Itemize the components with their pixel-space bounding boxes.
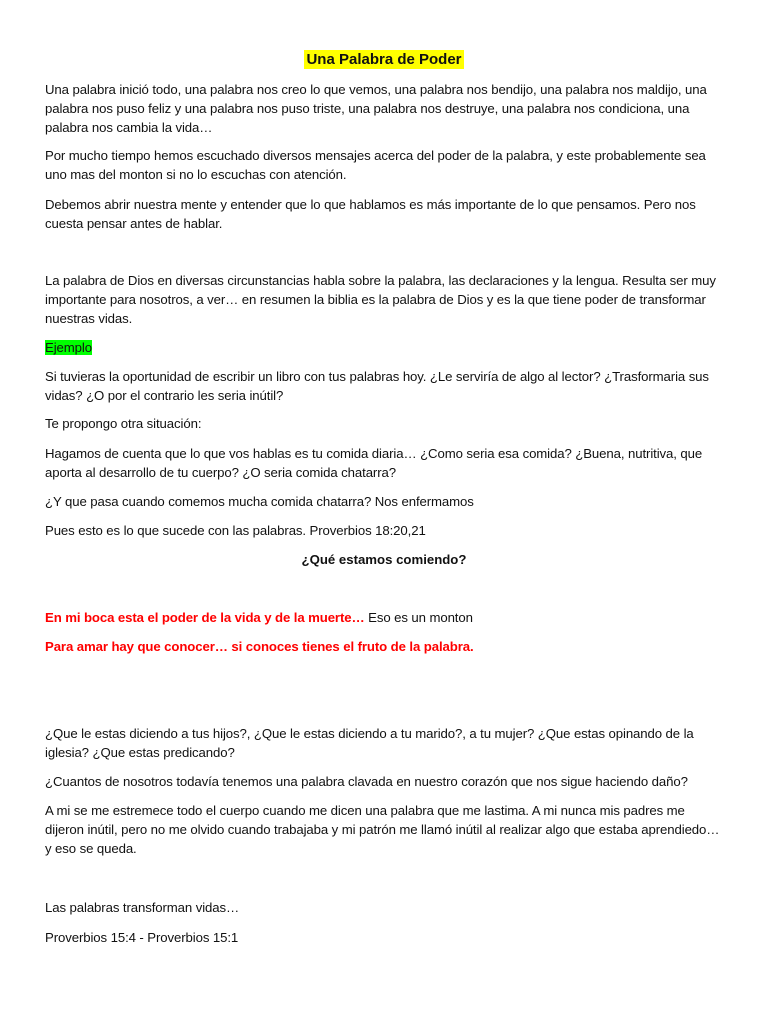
- question-heading: ¿Qué estamos comiendo?: [301, 552, 467, 567]
- ejemplo-label: Ejemplo: [45, 340, 92, 355]
- red-quote-row: [45, 608, 725, 627]
- paragraph-proverbs-15: Proverbios 15:4 - Proverbios 15:1: [45, 930, 239, 945]
- paragraph-write-book: Si tuvieras la oportunidad de escribir un libro con tus palabras hoy. ¿Le serviría de algo al lector? ¿Trasformaria sus vidas? ¿O por el contrario les seria inútil?: [45, 369, 709, 403]
- paragraph-personal-story: A mi se me estremece todo el cuerpo cuando me dicen una palabra que me lastima. A mi nunca mis padres me dijeron inútil, pero no me olvido cuando trabajaba y mi patrón me llamó inútil al realizar algo que estaba aprendiedo… y eso se queda.: [45, 803, 720, 856]
- ejemplo-label-row: [45, 338, 725, 357]
- paragraph-open-mind: Debemos abrir nuestra mente y entender que lo que hablamos es más importante de lo que pensamos. Pero nos cuesta pensar antes de hablar.: [45, 197, 696, 231]
- red-quote-tail: Eso es un monton: [364, 610, 473, 625]
- document-title: Una Palabra de Poder: [306, 51, 462, 68]
- paragraph-another-situation: Te propongo otra situación:: [45, 416, 202, 431]
- paragraph-daily-food: Hagamos de cuenta que lo que vos hablas es tu comida diaria… ¿Como seria esa comida? ¿Buena, nutritiva, que aporta al desarrollo de tu cuerpo? ¿O seria comida chatarra?: [45, 446, 703, 480]
- paragraph-junk-food: ¿Y que pasa cuando comemos mucha comida chatarra? Nos enfermamos: [45, 494, 474, 509]
- paragraph-words-transform: Las palabras transforman vidas…: [45, 900, 240, 915]
- paragraph-proverbs-18: Pues esto es lo que sucede con las palabras. Proverbios 18:20,21: [45, 523, 426, 538]
- red-quote-love: Para amar hay que conocer… si conoces tienes el fruto de la palabra.: [45, 639, 474, 654]
- paragraph-many-messages: Por mucho tiempo hemos escuchado diversos mensajes acerca del poder de la palabra, y este probablemente sea uno mas del monton si no lo escuchas con atención.: [45, 148, 706, 182]
- paragraph-intro: Una palabra inició todo, una palabra nos creo lo que vemos, una palabra nos bendijo, una palabra nos maldijo, una palabra nos puso feliz y una palabra nos puso triste, una palabra nos destruye, una palabra nos condiciona, una palabra nos cambia la vida…: [45, 82, 707, 135]
- paragraph-word-in-heart: ¿Cuantos de nosotros todavía tenemos una palabra clavada en nuestro corazón que nos sigue haciendo daño?: [45, 774, 688, 789]
- paragraph-what-are-you-saying: ¿Que le estas diciendo a tus hijos?, ¿Que le estas diciendo a tu marido?, a tu mujer? ¿Que estas opinando de la iglesia? ¿Que estas predicando?: [45, 726, 694, 760]
- red-quote-life-death: En mi boca esta el poder de la vida y de la muerte…: [45, 610, 365, 625]
- title-container: [0, 50, 768, 69]
- paragraph-word-of-god: La palabra de Dios en diversas circunstancias habla sobre la palabra, las declaraciones y la lengua. Resulta ser muy importante para nosotros, a ver… en resumen la biblia es la palabra de Dios y es la que tiene poder de transformar nuestras vidas.: [45, 273, 716, 326]
